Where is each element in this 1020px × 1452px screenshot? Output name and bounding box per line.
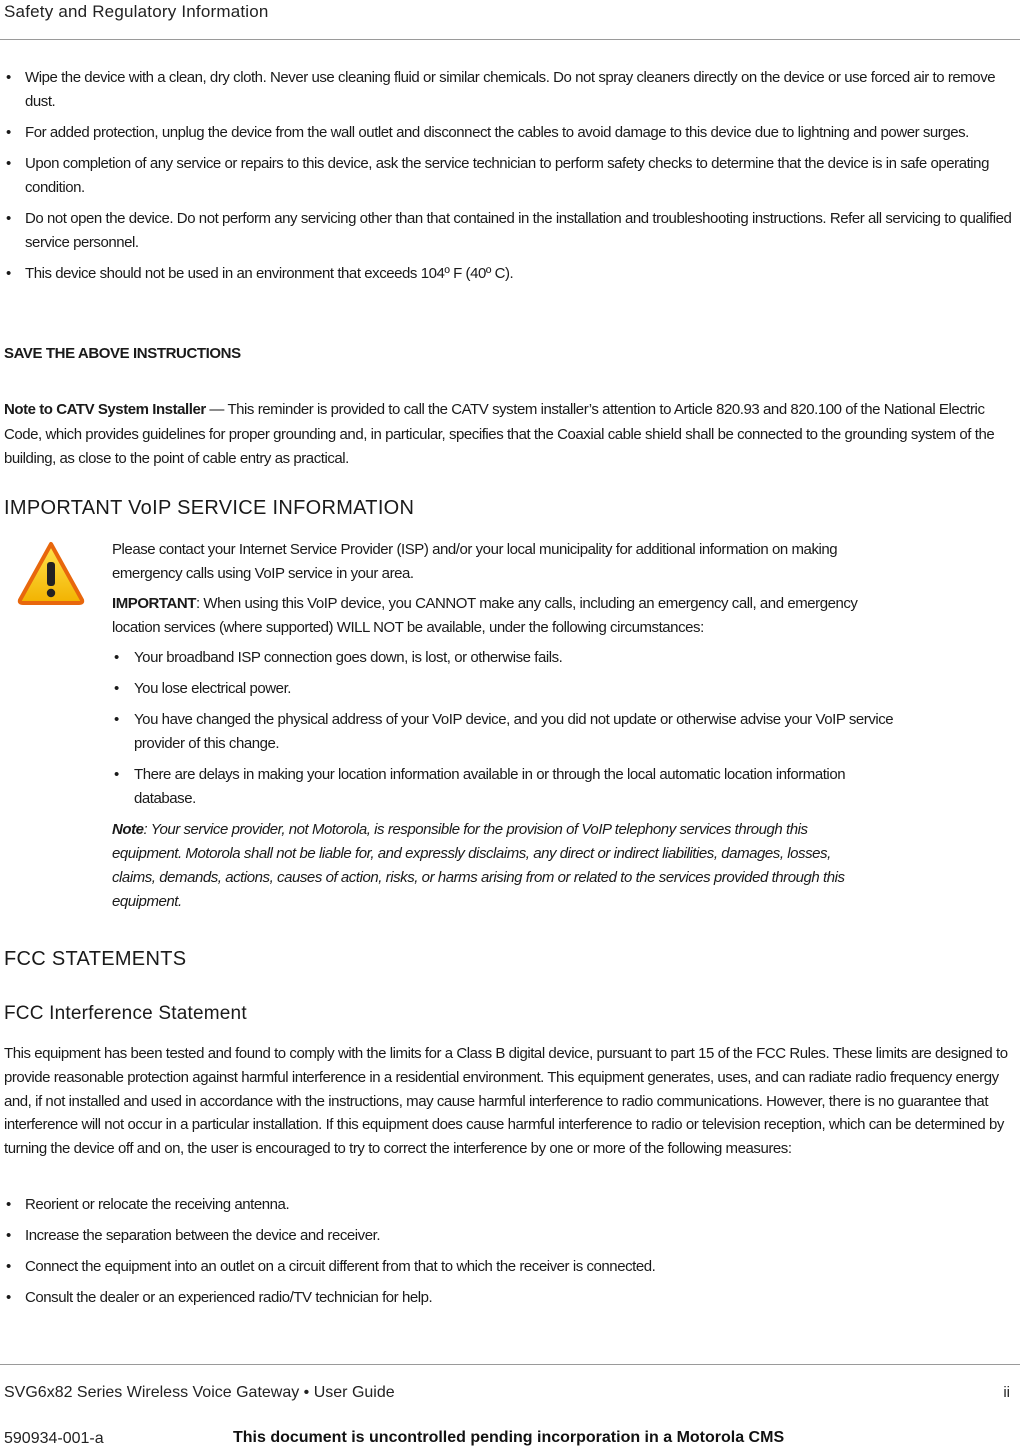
page-header-title: Safety and Regulatory Information [4, 2, 269, 21]
document-id: 590934-001-a [4, 1430, 104, 1447]
list-item: • For added protection, unplug the device from the wall outlet and disconnect the cables to avoid damage to this device due to lightning and power surges. [4, 121, 1012, 145]
header-divider [0, 39, 1020, 40]
voip-information-block [112, 538, 902, 914]
voip-liability-note [112, 818, 862, 914]
list-item: • Wipe the device with a clean, dry cloth. Never use cleaning fluid or similar chemicals. Do not spray cleaners directly on the device or use forced air to remove dust. [4, 66, 1012, 114]
page-number: ii [1003, 1384, 1010, 1401]
uncontrolled-notice: This document is uncontrolled pending incorporation in a Motorola CMS [233, 1429, 785, 1446]
list-item: • Connect the equipment into an outlet on a circuit different from that to which the receiver is connected. [4, 1255, 1012, 1279]
note-label: Note [112, 821, 144, 838]
catv-note-lead: Note to CATV System Installer [4, 401, 206, 418]
catv-note-dash: — [205, 401, 228, 418]
save-instructions-heading: SAVE THE ABOVE INSTRUCTIONS [4, 345, 241, 362]
voip-important-paragraph [112, 592, 902, 640]
fcc-interference-subheading: FCC Interference Statement [4, 1003, 247, 1024]
note-text: : Your service provider, not Motorola, is responsible for the provision of VoIP telephony services through this equipment. Motorola shall not be liable for, and expressly disclaims, any direct or indirect liabilities, damages, losses, claims, demands, actions, causes of action, risks, or harms arising from or related to the services provided through this equipment. [112, 821, 845, 910]
care-bullet-list [4, 66, 1012, 286]
important-text: : When using this VoIP device, you CANNOT make any calls, including an emergency call, and emergency location services (where supported) WILL NOT be available, under the following circumstances: [112, 595, 858, 636]
list-item: • You lose electrical power. [112, 677, 902, 701]
fcc-section-heading: FCC STATEMENTS [4, 948, 187, 970]
voip-circumstances-list [112, 646, 902, 811]
important-label: IMPORTANT [112, 595, 196, 612]
fcc-measures [4, 1193, 1012, 1317]
footer-divider [0, 1364, 1020, 1365]
list-item: • Upon completion of any service or repairs to this device, ask the service technician to perform safety checks to determine that the device is in safe operating condition. [4, 152, 1012, 200]
voip-section-heading: IMPORTANT VoIP SERVICE INFORMATION [4, 497, 415, 519]
list-item: • Consult the dealer or an experienced radio/TV technician for help. [4, 1286, 1012, 1310]
catv-installer-note [4, 398, 1012, 472]
list-item: • This device should not be used in an environment that exceeds 104º F (40º C). [4, 262, 1012, 286]
list-item: • There are delays in making your location information available in or through the local automatic location information database. [112, 763, 902, 811]
list-item: • Do not open the device. Do not perform any servicing other than that contained in the installation and troubleshooting instructions. Refer all servicing to qualified service personnel. [4, 207, 1012, 255]
fcc-interference-paragraph: This equipment has been tested and found to comply with the limits for a Class B digital device, pursuant to part 15 of the FCC Rules. These limits are designed to provide reasonable protection against harmful interference in a residential environment. This equipment generates, uses, and can radiate radio frequency energy and, if not installed and used in accordance with the instructions, may cause harmful interference to radio communications. However, there is no guarantee that interference will not occur in a particular installation. If this equipment does cause harmful interference to radio or television reception, which can be determined by turning the device off and on, the user is encouraged to try to correct the interference by one or more of the following measures: [4, 1045, 1008, 1158]
list-item: • You have changed the physical address of your VoIP device, and you did not update or otherwise advise your VoIP service provider of this change. [112, 708, 902, 756]
list-item: • Increase the separation between the device and receiver. [4, 1224, 1012, 1248]
voip-intro: Please contact your Internet Service Provider (ISP) and/or your local municipality for additional information on making emergency calls using VoIP service in your area. [112, 541, 838, 582]
list-item: • Reorient or relocate the receiving antenna. [4, 1193, 1012, 1217]
warning-icon [16, 540, 86, 606]
footer-guide-title: SVG6x82 Series Wireless Voice Gateway • User Guide [4, 1384, 395, 1401]
catv-note-body: This reminder is provided to call the CATV system installer’s attention to Article 820.93 and 820.100 of the National Electric Code, which provides guidelines for proper grounding and, in particular, specifies that the Coaxial cable shield shall be connected to the grounding system of the building, as close to the point of cable entry as practical. [4, 401, 995, 467]
fcc-measures-list [4, 1193, 1012, 1310]
list-item: • Your broadband ISP connection goes down, is lost, or otherwise fails. [112, 646, 902, 670]
care-instructions [4, 66, 1012, 293]
